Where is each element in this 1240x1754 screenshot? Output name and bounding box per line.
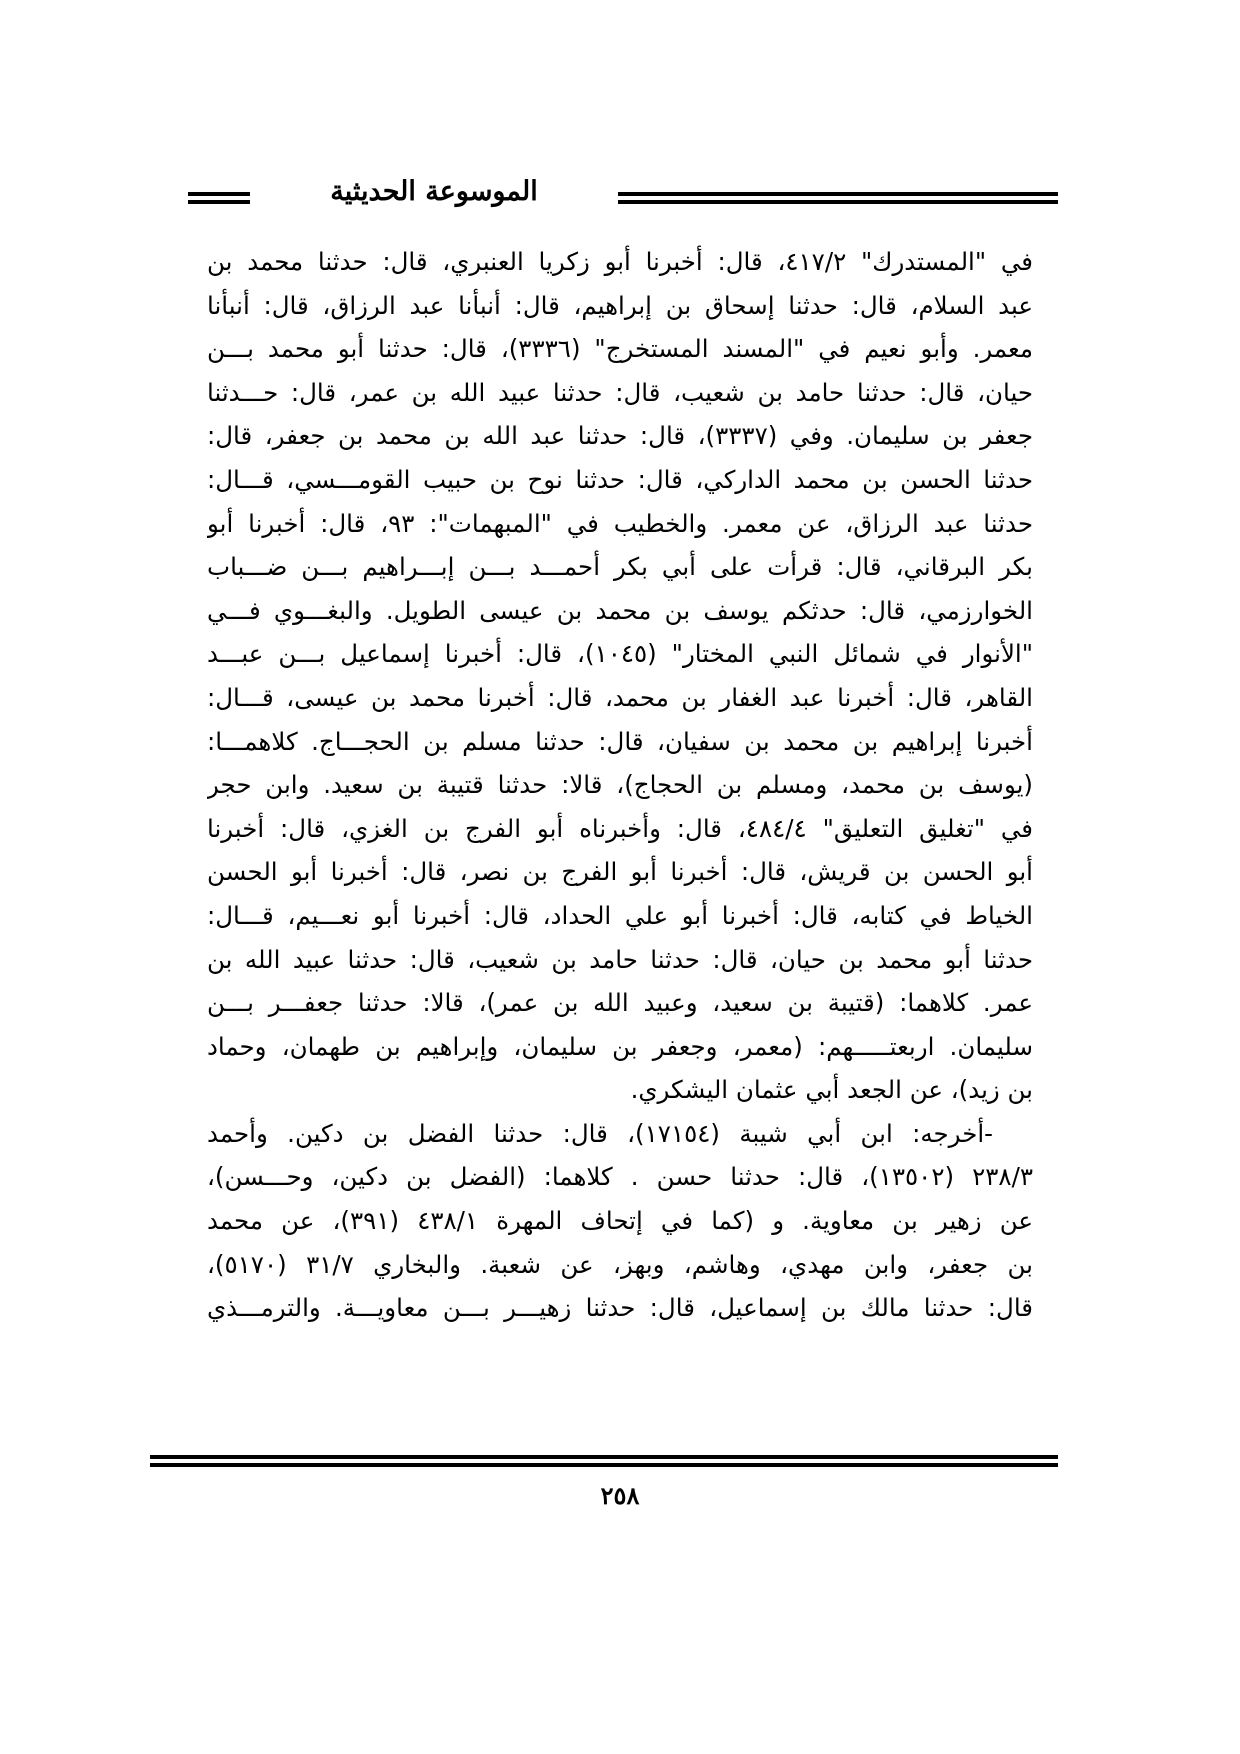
header-rule-right bbox=[618, 192, 1058, 204]
text-line: حدثنا عبد الرزاق، عن معمر. والخطيب في "المبهمات": ٩٣، قال: أخبرنا أبو bbox=[207, 508, 1033, 538]
text-line: عمر. كلاهما: (قتيبة بن سعيد، وعبيد الله بن عمر)، قالا: حدثنا جعفـــر بـــن bbox=[207, 988, 1033, 1018]
text-line: عن زهير بن معاوية. و (كما في إتحاف المهرة ٤٣٨/١ (٣٩١)، عن محمد bbox=[207, 1206, 1033, 1236]
text-line: في "تغليق التعليق" ٤٨٤/٤، قال: وأخبرناه أبو الفرج بن الغزي، قال: أخبرنا bbox=[207, 813, 1033, 843]
text-line: أخبرنا إبراهيم بن محمد بن سفيان، قال: حدثنا مسلم بن الحجـــاج. كلاهمـــا: bbox=[207, 726, 1033, 756]
text-line: بن جعفر، وابن مهدي، وهاشم، وبهز، عن شعبة. والبخاري ٣١/٧ (٥١٧٠)، bbox=[207, 1249, 1033, 1279]
text-line: (يوسف بن محمد، ومسلم بن الحجاج)، قالا: حدثنا قتيبة بن سعيد. وابن حجر bbox=[207, 770, 1033, 800]
text-line: بن زيد)، عن الجعد أبي عثمان اليشكري. bbox=[630, 1075, 1033, 1105]
text-line: سليمان. اربعتـــــهم: (معمر، وجعفر بن سليمان، وإبراهيم بن طهمان، وحماد bbox=[207, 1031, 1033, 1061]
text-line: جعفر بن سليمان. وفي (٣٣٣٧)، قال: حدثنا عبد الله بن محمد بن جعفر، قال: bbox=[207, 421, 1033, 451]
text-line: "الأنوار في شمائل النبي المختار" (١٠٤٥)، قال: أخبرنا إسماعيل بـــن عبـــد bbox=[207, 639, 1033, 669]
page-number: ٢٥٨ bbox=[600, 1481, 640, 1510]
text-line: بكر البرقاني، قال: قرأت على أبي بكر أحمـــد بـــن إبـــراهيم بـــن ضـــباب bbox=[207, 552, 1033, 582]
text-line: القاهر، قال: أخبرنا عبد الغفار بن محمد، قال: أخبرنا محمد بن عيسى، قـــال: bbox=[207, 682, 1033, 712]
text-line: عبد السلام، قال: حدثنا إسحاق بن إبراهيم، قال: أنبأنا عبد الرزاق، قال: أنبأنا bbox=[207, 290, 1033, 320]
header-title: الموسوعة الحديثية bbox=[330, 176, 538, 207]
footer-rule bbox=[150, 1455, 1058, 1467]
text-line: حدثنا الحسن بن محمد الداركي، قال: حدثنا نوح بن حبيب القومـــسي، قـــال: bbox=[207, 464, 1033, 494]
header-rule-left bbox=[188, 192, 250, 204]
page-header bbox=[150, 162, 1058, 222]
text-line: قال: حدثنا مالك بن إسماعيل، قال: حدثنا زهيـــر بـــن معاويـــة. والترمـــذي bbox=[207, 1293, 1033, 1323]
text-line: في "المستدرك" ٤١٧/٢، قال: أخبرنا أبو زكريا العنبري، قال: حدثنا محمد بن bbox=[207, 247, 1033, 276]
text-line: الخياط في كتابه، قال: أخبرنا أبو علي الحداد، قال: أخبرنا أبو نعـــيم، قـــال: bbox=[207, 900, 1033, 930]
body-text bbox=[207, 240, 1033, 1330]
text-line: أبو الحسن بن قريش، قال: أخبرنا أبو الفرج بن نصر، قال: أخبرنا أبو الحسن bbox=[207, 857, 1033, 887]
text-line: معمر. وأبو نعيم في "المسند المستخرج" (٣٣٣٦)، قال: حدثنا أبو محمد بـــن bbox=[207, 334, 1033, 364]
text-line: -أخرجه: ابن أبي شيبة (١٧١٥٤)، قال: حدثنا الفضل بن دكين. وأحمد bbox=[207, 1118, 993, 1148]
text-line: حدثنا أبو محمد بن حيان، قال: حدثنا حامد بن شعيب، قال: حدثنا عبيد الله بن bbox=[207, 944, 1033, 974]
text-line: ٢٣٨/٣ (١٣٥٠٢)، قال: حدثنا حسن . كلاهما: (الفضل بن دكين، وحـــسن)، bbox=[207, 1162, 1033, 1192]
text-line: الخوارزمي، قال: حدثكم يوسف بن محمد بن عيسى الطويل. والبغـــوي فـــي bbox=[207, 595, 1033, 625]
text-line: حيان، قال: حدثنا حامد بن شعيب، قال: حدثنا عبيد الله بن عمر، قال: حـــدثنا bbox=[207, 377, 1033, 407]
